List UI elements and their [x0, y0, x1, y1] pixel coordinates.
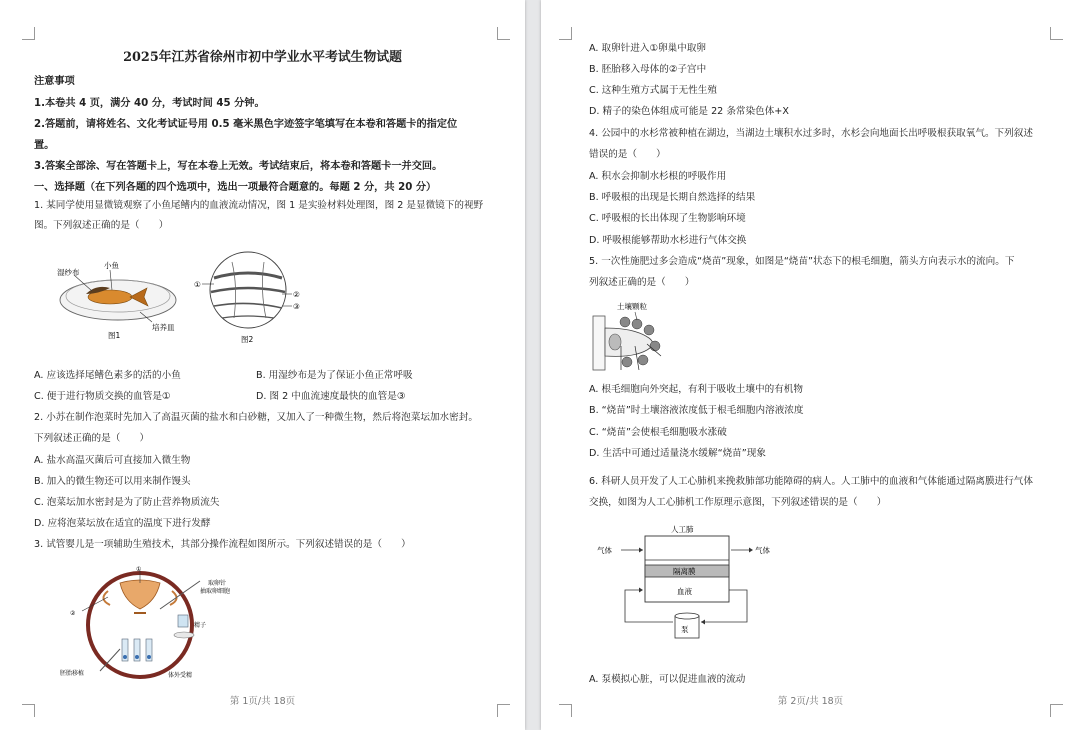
crop-mark [1050, 27, 1063, 40]
q1-stem-cont: 图。下列叙述正确的是（ ） [34, 220, 169, 231]
q6-figure [597, 520, 777, 650]
q2-option-a: A. 盐水高温灭菌后可直接加入微生物 [34, 455, 191, 466]
ivf-process-ring [82, 571, 200, 677]
q5-option-a: A. 根毛细胞向外突起，有利于吸收土壤中的有机物 [589, 384, 803, 395]
page-1-footer: 第 1页/共 18页 [229, 696, 296, 707]
q5-option-c: C. “烧苗”会使根毛细胞吸水涨破 [589, 427, 727, 438]
q4-option-a: A. 积水会抑制水杉根的呼吸作用 [589, 171, 727, 182]
q2-stem-cont: 下列叙述正确的是（ ） [34, 433, 150, 444]
notice-3: 3.答案全部涂、写在答题卡上，写在本卷上无效。考试结束后，将本卷和答题卡一并交回。 [34, 161, 443, 172]
q3-label-take-egg: 抽取卵细胞 [200, 588, 231, 595]
q6-stem-cont: 交换，如图为人工心肺机工作原理示意图，下列叙述错误的是（ ） [589, 497, 887, 508]
root-hair-cell-diagram [593, 312, 661, 370]
q2-option-c: C. 泡菜坛加水密封是为了防止营养物质流失 [34, 497, 220, 508]
q1-figure [52, 250, 322, 350]
fig1-label-dish: 培养皿 [152, 323, 175, 332]
q3-option-a: A. 取卵针进入①卵巢中取卵 [589, 43, 707, 54]
q6-label-blood: 血液 [677, 587, 692, 596]
q6-label-gas-out: 气体 [755, 546, 770, 555]
page-2-footer: 第 2页/共 18页 [777, 696, 844, 707]
q3-label-needle: 取卵针 [208, 580, 227, 587]
q4-option-d: D. 呼吸根能够帮助水杉进行气体交换 [589, 235, 747, 246]
q5-stem: 5. 一次性施肥过多会造成“烧苗”现象，如图是“烧苗”状态下的根毛细胞，箭头方向表示水的流向。下 [589, 256, 1015, 267]
fig1-caption: 图1 [108, 331, 121, 340]
fig2-caption: 图2 [241, 335, 254, 344]
q6-label-artificial-lung: 人工肺 [671, 525, 694, 534]
q1-option-a: A. 应该选择尾鳍色素多的活的小鱼 [34, 370, 181, 381]
fig2-label-vessel-2: ② [293, 290, 300, 299]
crop-mark [497, 27, 510, 40]
crop-mark [559, 27, 572, 40]
q3-stem: 3. 试管婴儿是一项辅助生殖技术，其部分操作流程如图所示。下列叙述错误的是（ ） [34, 539, 411, 550]
fig2-label-vessel-1: ① [194, 280, 201, 289]
q4-stem-cont: 错误的是（ ） [589, 149, 666, 160]
page-1 [0, 0, 525, 730]
q4-option-c: C. 呼吸根的长出体现了生物影响环境 [589, 213, 746, 224]
q3-figure [60, 563, 240, 685]
q6-label-pump: 泵 [681, 625, 689, 634]
q3-option-c: C. 这种生殖方式属于无性生殖 [589, 85, 717, 96]
q5-option-b: B. “烧苗”时土壤溶液浓度低于根毛细胞内溶液浓度 [589, 405, 804, 416]
notice-2-cont: 置。 [34, 140, 55, 151]
q5-option-d: D. 生活中可通过适量浇水缓解“烧苗”现象 [589, 448, 766, 459]
q6-option-a: A. 泵模拟心脏，可以促进血液的流动 [589, 674, 746, 685]
fig2-label-vessel-3: ③ [293, 302, 300, 311]
q3-label-ivf: 体外受精 [168, 672, 193, 679]
q1-option-d: D. 图 2 中血流速度最快的血管是③ [256, 391, 406, 402]
q3-label-sperm: 精子 [194, 622, 207, 629]
q5-figure [591, 298, 671, 374]
q6-label-gas-in: 气体 [597, 546, 612, 555]
q3-option-b: B. 胚胎移入母体的②子宫中 [589, 64, 707, 75]
q1-stem: 1. 某同学使用显微镜观察了小鱼尾鳍内的血液流动情况，图 1 是实验材料处理图，图 2 是显微镜下的视野 [34, 200, 484, 211]
q3-label-1: ① [136, 566, 142, 573]
q3-option-d: D. 精子的染色体组成可能是 22 条常染色体+X [589, 106, 789, 117]
q6-stem: 6. 科研人员开发了人工心肺机来挽救肺部功能障碍的病人。人工肺中的血液和气体能通过隔离膜进行气体 [589, 476, 1033, 487]
q4-option-b: B. 呼吸根的出现是长期自然选择的结果 [589, 192, 756, 203]
fig1-petri-dish [60, 270, 176, 322]
q4-stem: 4. 公园中的水杉常被种植在湖边，当湖边土壤积水过多时，水杉会向地面长出呼吸根获取氧气。下列叙述 [589, 128, 1033, 139]
q2-option-b: B. 加入的微生物还可以用来制作馒头 [34, 476, 191, 487]
q3-label-2: ② [70, 610, 76, 617]
q5-label-soil-particle: 土壤颗粒 [617, 302, 647, 311]
q6-label-membrane: 隔离膜 [673, 567, 696, 576]
crop-mark [22, 27, 35, 40]
section-heading: 一、选择题（在下列各题的四个选项中，选出一项最符合题意的。每题 2 分，共 20 分） [34, 182, 437, 193]
q5-stem-cont: 列叙述正确的是（ ） [589, 277, 695, 288]
notice-heading: 注意事项 [34, 76, 75, 87]
fig2-microscope-view [202, 252, 292, 328]
q2-option-d: D. 应将泡菜坛放在适宜的温度下进行发酵 [34, 518, 211, 529]
q1-option-c: C. 便于进行物质交换的血管是① [34, 391, 171, 402]
q2-stem: 2. 小苏在制作泡菜时先加入了高温灭菌的盐水和白砂糖，又加入了一种微生物，然后将泡菜坛加水密封。 [34, 412, 478, 423]
notice-2: 2.答题前，请将姓名、文化考试证号用 0.5 毫米黑色字迹签字笔填写在本卷和答题卡的指定位 [34, 119, 458, 130]
fig1-label-fish: 小鱼 [104, 261, 119, 270]
q1-option-b: B. 用湿纱布是为了保证小鱼正常呼吸 [256, 370, 413, 381]
fig1-label-wet-gauze: 湿纱布 [57, 268, 80, 277]
q3-label-embryo: 胚胎移植 [60, 670, 85, 677]
notice-1: 1.本卷共 4 页，满分 40 分，考试时间 45 分钟。 [34, 98, 265, 109]
page-2 [541, 0, 1080, 730]
exam-title: 2025年江苏省徐州市初中学业水平考试生物试题 [123, 50, 402, 65]
